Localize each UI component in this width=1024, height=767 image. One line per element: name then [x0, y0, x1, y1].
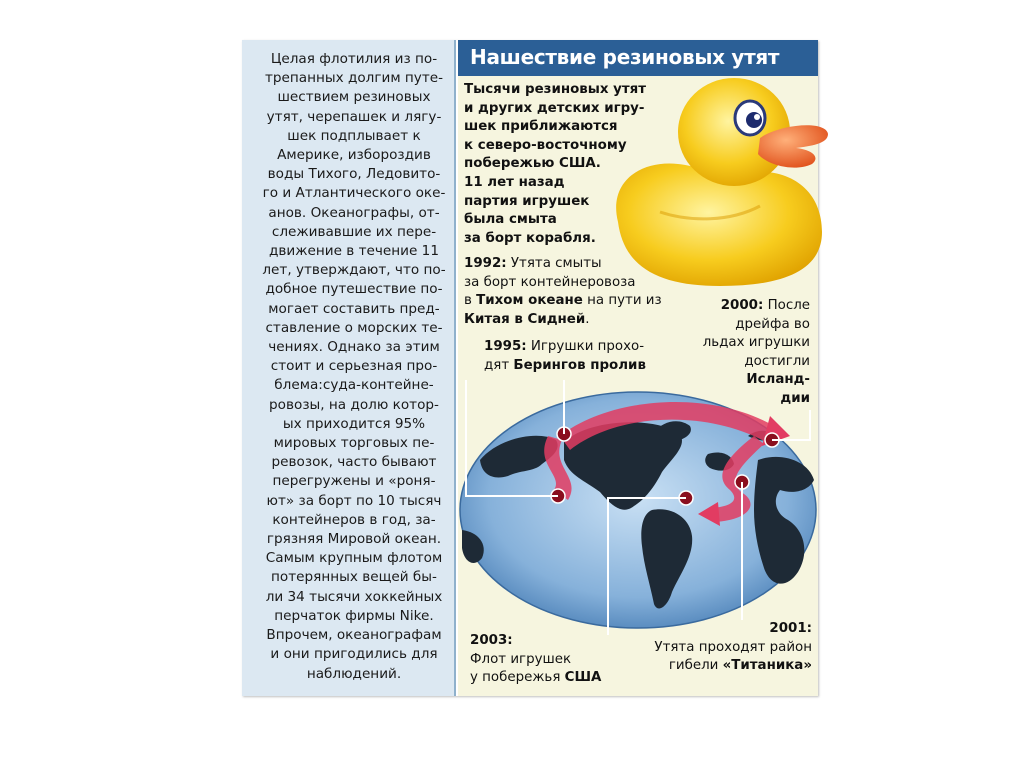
event-1995 [484, 338, 646, 375]
event-1992-pacific: Тихом океане [476, 293, 583, 309]
article-body-text [254, 50, 454, 684]
left-text-line: го и Атлантического оке- [262, 185, 446, 202]
event-1995-bering: Берингов пролив [513, 357, 646, 373]
event-2000-line3: льдах игрушки [702, 335, 810, 351]
left-text-line: трепанных долгим путе- [264, 70, 444, 87]
lead-text-line: за борт корабля. [464, 230, 596, 246]
event-1995-line2a: дят [484, 357, 514, 373]
event-2000-iceland-2: дии [780, 390, 810, 406]
article-title: Нашествие резиновых утят [470, 45, 780, 69]
left-text-line: потерянных вещей бы- [271, 569, 437, 586]
left-text-line: чениях. Однако за этим [268, 339, 440, 356]
event-1995-line1: Игрушки прохо- [526, 339, 645, 354]
left-text-line: слеживавшие их пере- [271, 223, 437, 240]
left-text-line: могает составить пред- [268, 300, 440, 317]
event-1992-line3a: в [464, 293, 477, 309]
left-text-line: наблюдений. [306, 665, 402, 682]
left-text-line: шек подплывает к [287, 127, 421, 144]
left-text-line: ли 34 тысячи хоккейных [265, 588, 443, 605]
left-text-line: лет, утверждают, что по- [262, 262, 446, 279]
event-2000-line4: достигли [744, 353, 810, 369]
left-text-line: стоит и серьезная про- [270, 358, 438, 375]
event-2001-year: 2001: [769, 621, 812, 636]
event-2001 [622, 620, 812, 676]
left-text-line: мировых торговых пе- [273, 435, 435, 452]
lead-text-line: партия игрушек [464, 193, 590, 209]
left-text-line: ют» за борт по 10 тысяч [266, 492, 442, 509]
lead-text-line: к северо-восточному [464, 137, 627, 153]
lead-text-line: шек приближаются [464, 119, 618, 135]
left-text-line: грязняя Мировой океан. [266, 531, 442, 548]
left-text-line: перегружены и «роня- [272, 473, 436, 490]
event-1995-year: 1995: [484, 339, 527, 354]
left-text-line: Целая флотилия из по- [270, 51, 438, 67]
event-2003-usa: США [564, 670, 602, 686]
event-2000-line1: После [763, 298, 810, 313]
event-2001-titanic: «Титаника» [722, 658, 812, 674]
event-2000-iceland-1: Исланд- [746, 372, 810, 388]
event-1992-year: 1992: [464, 256, 507, 271]
left-text-line: утят, черепашек и лягу- [266, 108, 442, 125]
lead-text-line: и других детских игру- [464, 100, 645, 116]
event-1992-period: . [585, 311, 590, 327]
event-1992-line3c: на пути из [582, 293, 662, 309]
left-text-line: ровозы, на долю котор- [269, 396, 439, 413]
left-text-line: контейнеров в год, за- [272, 511, 436, 528]
left-text-line: ставление о морских те- [265, 319, 443, 336]
event-2003 [470, 632, 601, 688]
left-text-line: ревозок, часто бывают [271, 454, 437, 471]
left-text-line: Самым крупным флотом [265, 550, 443, 567]
event-1992-route: Китая в Сидней [464, 311, 586, 327]
event-1992-line2: за борт контейнеровоза [464, 274, 636, 290]
left-text-line: движение в течение 11 [269, 243, 439, 260]
left-text-line: шествием резиновых [277, 89, 431, 106]
left-text-line: анов. Океанографы, от- [268, 204, 440, 221]
event-1992 [464, 255, 662, 329]
world-map-globe [458, 380, 818, 640]
event-2000-year: 2000: [720, 298, 764, 313]
lead-text-line: побережью США. [464, 156, 601, 172]
left-text-line: ых приходится 95% [282, 415, 426, 432]
event-2003-year: 2003: [470, 633, 513, 648]
event-2000 [690, 297, 810, 409]
left-text-line: перчаток фирмы Nike. [274, 607, 434, 624]
left-text-line: воды Тихого, Ледовито- [267, 166, 441, 183]
left-text-line: блема:суда-контейне- [274, 377, 434, 394]
left-text-line: добное путешествие по- [265, 281, 443, 298]
lead-text-line: была смыта [464, 212, 557, 228]
event-2001-line1: Утята проходят район [654, 639, 812, 655]
event-2001-line2a: гибели [668, 658, 723, 674]
event-1992-line1: Утята смыты [506, 256, 602, 271]
left-text-line: Америке, избороздив [277, 147, 431, 164]
left-text-line: Впрочем, океанографам [266, 627, 442, 644]
event-2003-line2a: у побережья [470, 670, 565, 686]
event-2000-line2: дрейфа во [735, 316, 810, 332]
event-2003-line1: Флот игрушек [470, 651, 572, 667]
left-text-line: и они пригодились для [270, 646, 438, 663]
lead-text-line: Тысячи резиновых утят [464, 82, 647, 97]
lead-text-line: 11 лет назад [464, 174, 565, 190]
